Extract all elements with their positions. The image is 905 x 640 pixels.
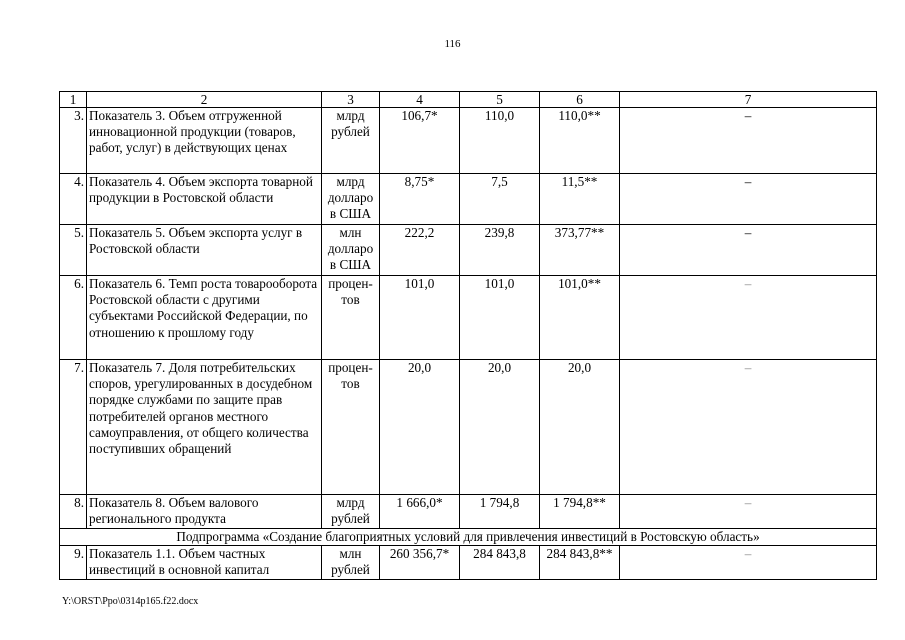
column-header-row	[60, 92, 877, 108]
value-cell: 260 356,7*	[380, 546, 460, 580]
table-row	[60, 546, 877, 580]
value-cell: –	[620, 546, 877, 580]
table-row	[60, 174, 877, 225]
table-row	[60, 108, 877, 174]
row-number: 5.	[60, 225, 87, 276]
value-cell: 110,0**	[540, 108, 620, 174]
subprogram-row	[60, 529, 877, 546]
row-number: 8.	[60, 495, 87, 529]
value-cell: 101,0	[380, 276, 460, 360]
indicator-name: Показатель 4. Объем экспорта товарной продукции в Ростовской области	[87, 174, 322, 225]
value-cell: 284 843,8	[460, 546, 540, 580]
value-cell: 8,75*	[380, 174, 460, 225]
value-cell: 110,0	[460, 108, 540, 174]
value-cell: 11,5**	[540, 174, 620, 225]
value-cell: 239,8	[460, 225, 540, 276]
column-header: 6	[540, 92, 620, 108]
column-header: 4	[380, 92, 460, 108]
value-cell: 222,2	[380, 225, 460, 276]
row-number: 3.	[60, 108, 87, 174]
unit-cell: млрд долларо в США	[322, 174, 380, 225]
row-number: 4.	[60, 174, 87, 225]
file-path-footer: Y:\ORST\Ppo\0314p165.f22.docx	[62, 596, 199, 607]
indicators-table	[59, 91, 877, 580]
indicator-name: Показатель 5. Объем экспорта услуг в Ростовской области	[87, 225, 322, 276]
row-number: 7.	[60, 360, 87, 495]
value-cell: 1 794,8**	[540, 495, 620, 529]
value-cell: –	[620, 360, 877, 495]
subprogram-title: Подпрограмма «Создание благоприятных условий для привлечения инвестиций в Ростовскую область»	[60, 529, 877, 546]
table-row	[60, 495, 877, 529]
column-header: 1	[60, 92, 87, 108]
value-cell: 20,0	[460, 360, 540, 495]
indicator-name: Показатель 3. Объем отгруженной инновационной продукции (товаров, работ, услуг) в действующих ценах	[87, 108, 322, 174]
indicator-name: Показатель 6. Темп роста товарооборота Ростовской области с другими субъектами Российской Федерации, по отношению к прошлому году	[87, 276, 322, 360]
indicator-name: Показатель 1.1. Объем частных инвестиций в основной капитал	[87, 546, 322, 580]
value-cell: –	[620, 174, 877, 225]
column-header: 3	[322, 92, 380, 108]
table-row	[60, 276, 877, 360]
value-cell: 284 843,8**	[540, 546, 620, 580]
value-cell: 7,5	[460, 174, 540, 225]
indicator-name: Показатель 8. Объем валового регионального продукта	[87, 495, 322, 529]
indicator-name: Показатель 7. Доля потребительских споров, урегулированных в досудебном порядке службами по защите прав потребителей органов местного самоуправления, от общего количества поступивших обращений	[87, 360, 322, 495]
unit-cell: млрд рублей	[322, 495, 380, 529]
page-number: 116	[444, 38, 461, 50]
value-cell: 20,0	[380, 360, 460, 495]
unit-cell: млрд рублей	[322, 108, 380, 174]
unit-cell: процен-тов	[322, 360, 380, 495]
value-cell: 20,0	[540, 360, 620, 495]
table-row	[60, 360, 877, 495]
value-cell: 1 666,0*	[380, 495, 460, 529]
value-cell: –	[620, 276, 877, 360]
column-header: 2	[87, 92, 322, 108]
value-cell: 1 794,8	[460, 495, 540, 529]
value-cell: –	[620, 225, 877, 276]
value-cell: –	[620, 495, 877, 529]
row-number: 6.	[60, 276, 87, 360]
unit-cell: млн долларо в США	[322, 225, 380, 276]
value-cell: 373,77**	[540, 225, 620, 276]
column-header: 7	[620, 92, 877, 108]
value-cell: 106,7*	[380, 108, 460, 174]
value-cell: 101,0**	[540, 276, 620, 360]
value-cell: –	[620, 108, 877, 174]
value-cell: 101,0	[460, 276, 540, 360]
column-header: 5	[460, 92, 540, 108]
unit-cell: процен-тов	[322, 276, 380, 360]
table-row	[60, 225, 877, 276]
row-number: 9.	[60, 546, 87, 580]
unit-cell: млн рублей	[322, 546, 380, 580]
